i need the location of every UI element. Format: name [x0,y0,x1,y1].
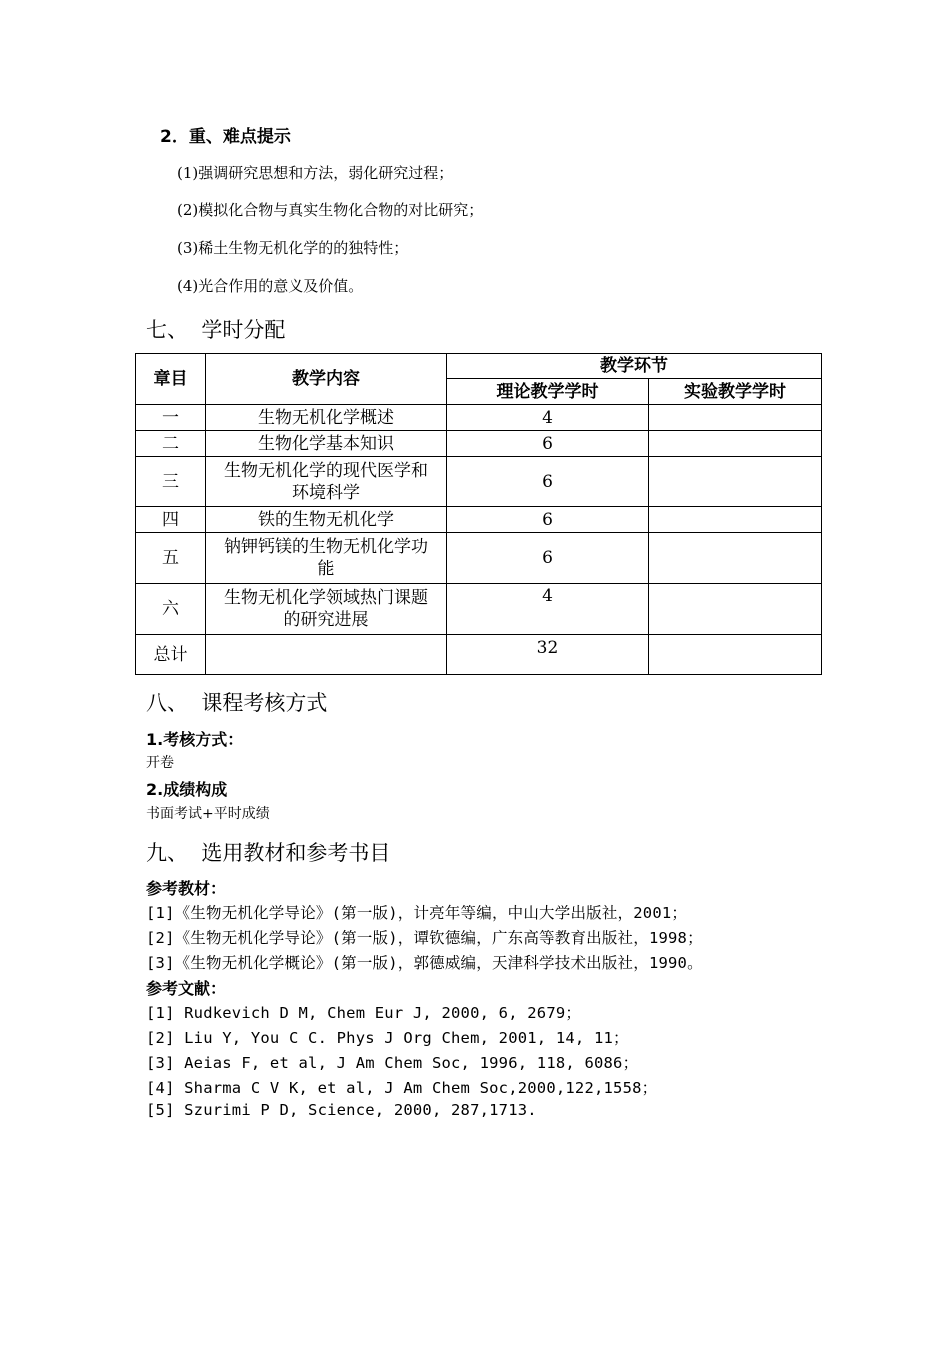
cell-content [206,635,447,675]
cell-chapter: 五 [136,533,206,584]
cell-content: 铁的生物无机化学 [206,507,447,533]
cell-lab [649,533,822,584]
cell-theory: 6 [447,457,649,507]
hours-table [135,353,822,675]
table-row [136,405,822,431]
section-title-hours: 七、 学时分配 [146,318,286,342]
key-points-heading: 2．重、难点提示 [160,127,291,147]
cell-theory: 4 [447,405,649,431]
table-row [136,431,822,457]
table-row [136,457,822,507]
cell-lab [649,584,822,635]
table-row [136,584,822,635]
key-point-item: (4)光合作用的意义及价值。 [177,277,364,295]
key-point-item: (2)模拟化合物与真实生物化合物的对比研究； [177,201,484,219]
cell-lab [649,635,822,675]
table-row [136,635,822,675]
cell-theory: 6 [447,533,649,584]
cell-chapter: 四 [136,507,206,533]
cell-theory: 6 [447,431,649,457]
header-teaching-group: 教学环节 [447,354,822,379]
cell-content: 生物化学基本知识 [206,431,447,457]
header-content: 教学内容 [206,354,447,405]
textbook-entry: [1]《生物无机化学导论》(第一版)，计亮年等编，中山大学出版社，2001； [146,904,688,922]
grade-composition-label: 2.成绩构成 [146,780,228,799]
grade-composition-value: 书面考试+平时成绩 [146,806,270,822]
literature-entry: [4] Sharma C V K, et al, J Am Chem Soc,2000,122,1558； [146,1079,658,1097]
textbooks-label: 参考教材： [146,879,227,898]
literature-entry: [3] Aeias F, et al, J Am Chem Soc, 1996, 118, 6086； [146,1054,639,1072]
assessment-method-label: 1.考核方式： [146,730,244,749]
cell-chapter: 六 [136,584,206,635]
textbook-entry: [2]《生物无机化学导论》(第一版)，谭钦德编，广东高等教育出版社，1998； [146,929,703,947]
cell-lab [649,457,822,507]
literature-label: 参考文献： [146,979,227,998]
literature-entry: [2] Liu Y, You C C. Phys J Org Chem, 2001, 14, 11； [146,1029,629,1047]
cell-chapter: 总计 [136,635,206,675]
header-lab-hours: 实验教学学时 [649,379,822,405]
cell-chapter: 三 [136,457,206,507]
table-row [136,507,822,533]
section-title-assessment: 八、 课程考核方式 [146,691,328,715]
cell-content: 生物无机化学概述 [206,405,447,431]
cell-theory: 6 [447,507,649,533]
cell-lab [649,431,822,457]
cell-chapter: 一 [136,405,206,431]
literature-entry: [1] Rudkevich D M, Chem Eur J, 2000, 6, 2679； [146,1004,582,1022]
key-point-item: (3)稀土生物无机化学的的独特性； [177,239,409,257]
cell-theory: 4 [447,584,649,635]
cell-theory: 32 [447,635,649,675]
table-row [136,533,822,584]
cell-content: 生物无机化学的现代医学和环境科学 [206,457,447,507]
cell-chapter: 二 [136,431,206,457]
header-chapter: 章目 [136,354,206,405]
key-point-item: (1)强调研究思想和方法，弱化研究过程； [177,164,454,182]
textbook-entry: [3]《生物无机化学概论》(第一版)，郭德威编，天津科学技术出版社，1990。 [146,954,703,972]
section-title-references: 九、 选用教材和参考书目 [146,841,391,865]
assessment-method-value: 开卷 [146,755,174,771]
header-theory-hours: 理论教学学时 [447,379,649,405]
cell-lab [649,507,822,533]
cell-content: 生物无机化学领域热门课题的研究进展 [206,584,447,635]
cell-content: 钠钾钙镁的生物无机化学功能 [206,533,447,584]
cell-lab [649,405,822,431]
literature-entry: [5] Szurimi P D, Science, 2000, 287,1713. [146,1101,537,1119]
